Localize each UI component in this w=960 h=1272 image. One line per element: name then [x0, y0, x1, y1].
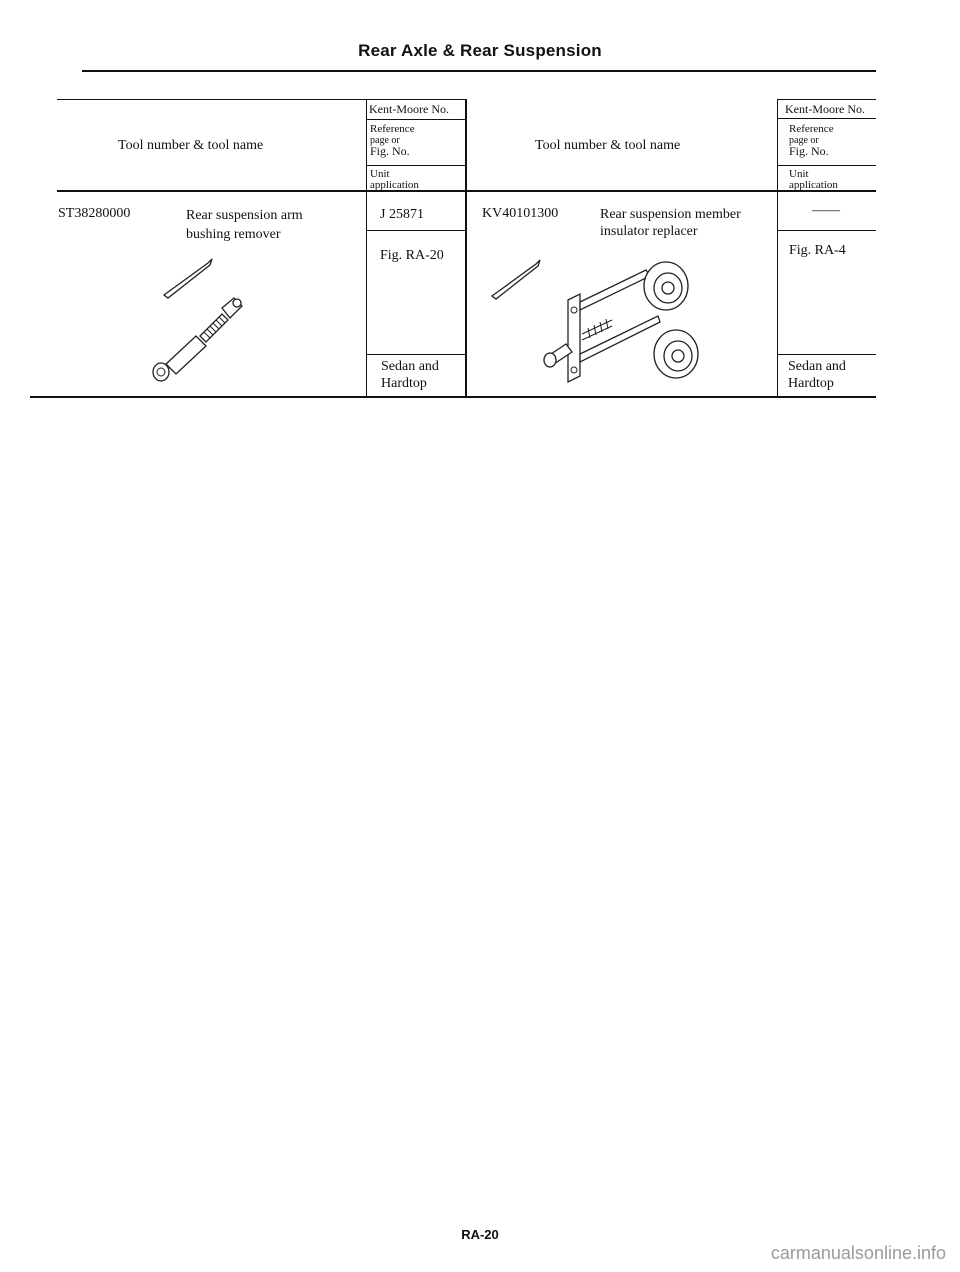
reference-header-2: Reference page or Fig. No.	[789, 123, 834, 158]
ref-rule-2	[777, 165, 876, 166]
table-top-rule-right	[778, 99, 876, 100]
page-number: RA-20	[461, 1227, 499, 1242]
unit-header-1: Unit application	[370, 168, 419, 191]
unit-application: Sedan and Hardtop	[788, 359, 846, 391]
tool-number: KV40101300	[482, 206, 559, 221]
unit-application: Sedan and Hardtop	[381, 359, 439, 391]
tool-name: Rear suspension arm bushing remover	[186, 208, 303, 242]
tool-name: Rear suspension member insulator replacer	[600, 207, 741, 239]
title-rule	[82, 70, 876, 72]
kent-moore-header-2: Kent-Moore No.	[785, 102, 865, 116]
ref-rule-1	[366, 165, 466, 166]
kent-moore-number: J 25871	[380, 207, 424, 222]
insulator-replacer-illustration	[540, 258, 720, 388]
kent-rule-2	[777, 118, 876, 119]
tool-column-header-2: Tool number & tool name	[535, 138, 681, 153]
table-bottom-rule	[30, 396, 876, 398]
bushing-remover-illustration	[148, 292, 248, 387]
table-top-rule	[57, 99, 466, 100]
body-unit-rule-2	[777, 354, 876, 355]
kent-rule-1	[366, 119, 466, 120]
reference-header-1: Reference page or Fig. No.	[370, 123, 415, 158]
tool-number: ST38280000	[58, 206, 131, 221]
body-unit-rule-1	[366, 354, 466, 355]
insertion-arrow-icon	[488, 256, 548, 301]
kent-moore-header-1: Kent-Moore No.	[369, 102, 449, 116]
unit-header-2: Unit application	[789, 168, 838, 191]
reference-figure: Fig. RA-4	[789, 243, 846, 258]
kent-moore-number: ——	[812, 203, 840, 218]
tool-column-header-1: Tool number & tool name	[118, 138, 264, 153]
body-kent-rule-2	[777, 230, 876, 231]
body-kent-rule-1	[366, 230, 466, 231]
watermark: carmanualsonline.info	[770, 1243, 946, 1263]
page-title: Rear Axle & Rear Suspension	[358, 41, 602, 60]
reference-figure: Fig. RA-20	[380, 248, 444, 263]
